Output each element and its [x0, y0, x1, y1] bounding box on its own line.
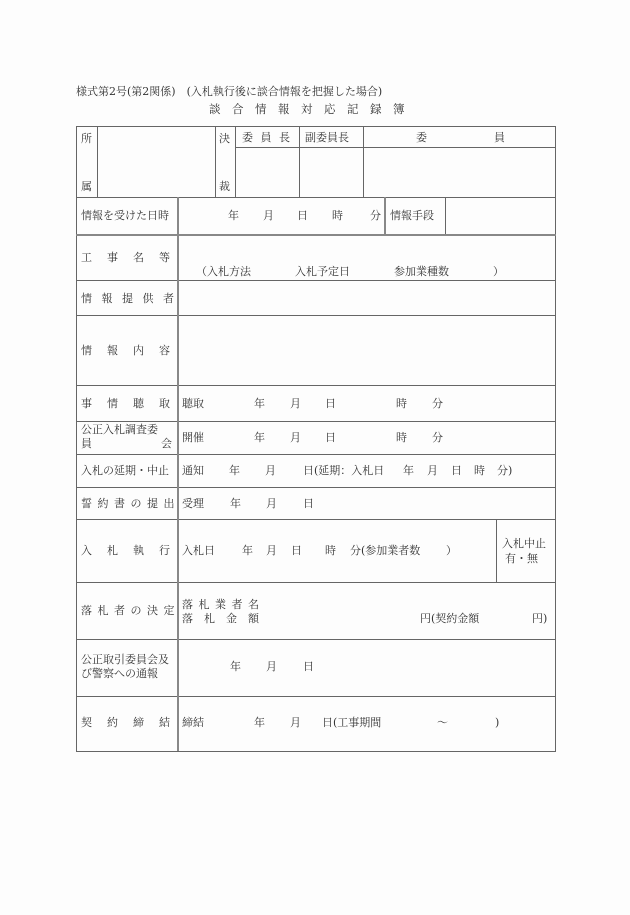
- content-field[interactable]: [179, 316, 554, 384]
- postpone-month2: 月: [427, 464, 438, 477]
- provider-label: 情 報 提 供 者: [81, 292, 177, 305]
- committee-label-line2-left: 員: [81, 437, 92, 450]
- hearing-label: 事 情 聴 取: [81, 397, 172, 410]
- winner-yen-close: 円): [532, 612, 548, 625]
- postpone-minute2: 分): [497, 464, 513, 477]
- hearing-day: 日: [325, 397, 336, 410]
- received-label: 情報を受けた日時: [81, 209, 169, 222]
- chair-header: 委 員 長: [242, 131, 292, 144]
- postpone-day-paren: 日(延期：入札日: [303, 464, 385, 477]
- bidding-year: 年: [242, 544, 253, 557]
- received-minute: 分: [370, 209, 381, 222]
- postpone-prefix: 通知: [182, 464, 204, 477]
- report-label-line2: び警察への通報: [81, 667, 158, 680]
- bidding-minute-paren: 分(参加業者数: [350, 544, 421, 557]
- postpone-hour2: 時: [474, 464, 485, 477]
- report-label-line1: 公正取引委員会及: [81, 653, 169, 666]
- postpone-label: 入札の延期・中止: [81, 464, 169, 477]
- report-month: 月: [266, 660, 277, 673]
- contract-prefix: 締結: [182, 716, 204, 729]
- chair-seal-field[interactable]: [236, 148, 298, 196]
- pledge-year: 年: [230, 497, 241, 510]
- winner-yen-paren: 円(契約金額: [420, 612, 480, 625]
- bidding-month: 月: [266, 544, 277, 557]
- dept-label-bottom: 属: [81, 180, 92, 193]
- provider-field[interactable]: [179, 281, 554, 314]
- postpone-day2: 日: [451, 464, 462, 477]
- vice-chair-seal-field[interactable]: [300, 148, 362, 196]
- committee-year: 年: [254, 431, 265, 444]
- received-month: 月: [263, 209, 274, 222]
- winner-amount-label: 落 札 金 額: [182, 612, 259, 625]
- work-detail: （入札方法 入札予定日 参加業種数 ）: [196, 265, 504, 278]
- committee-month: 月: [290, 431, 301, 444]
- winner-name-label: 落 札 業 者 名: [182, 598, 260, 611]
- form-number: 様式第2号(第2関係) (入札執行後に談合情報を把握した場合): [76, 85, 383, 98]
- bidding-close: ）: [446, 544, 457, 557]
- report-day: 日: [303, 660, 314, 673]
- contract-close: ): [495, 716, 500, 729]
- vice-chair-header: 副委員長: [305, 131, 349, 144]
- hearing-year: 年: [254, 397, 265, 410]
- hearing-minute: 分: [432, 397, 443, 410]
- bidding-label: 入 札 執 行: [81, 544, 172, 557]
- hearing-prefix: 聴取: [182, 397, 204, 410]
- committee-hour: 時: [396, 431, 407, 444]
- member-seal-field[interactable]: [364, 148, 554, 196]
- postpone-year2: 年: [403, 464, 414, 477]
- hearing-month: 月: [290, 397, 301, 410]
- bidding-day: 日: [291, 544, 302, 557]
- content-label: 情 報 内 容: [81, 344, 172, 357]
- decision-label-bottom: 裁: [219, 180, 230, 193]
- document-title: 談 合 情 報 対 応 記 録 簿: [209, 102, 405, 116]
- contract-day-paren: 日(工事期間: [322, 716, 382, 729]
- bid-cancel-label: 入札中止: [502, 537, 546, 550]
- bid-cancel-option[interactable]: 有・無: [505, 552, 538, 565]
- report-year: 年: [230, 660, 241, 673]
- dept-label-top: 所: [81, 132, 92, 145]
- winner-label: 落 札 者 の 決 定: [81, 604, 176, 617]
- work-label: 工 事 名 等: [81, 251, 172, 264]
- committee-label-line2-right: 会: [161, 437, 172, 450]
- pledge-label: 誓 約 書 の 提 出: [81, 497, 176, 510]
- work-name-field[interactable]: [179, 236, 554, 262]
- postpone-year: 年: [229, 464, 240, 477]
- pledge-month: 月: [266, 497, 277, 510]
- bidding-hour: 時: [325, 544, 336, 557]
- contract-month: 月: [290, 716, 301, 729]
- committee-day: 日: [325, 431, 336, 444]
- decision-label-top: 決: [219, 132, 230, 145]
- member-header-left: 委: [416, 131, 427, 144]
- received-hour: 時: [332, 209, 343, 222]
- bidding-prefix: 入札日: [182, 544, 215, 557]
- postpone-month: 月: [265, 464, 276, 477]
- dept-field[interactable]: [98, 127, 214, 196]
- received-year: 年: [228, 209, 239, 222]
- pledge-day: 日: [303, 497, 314, 510]
- means-label: 情報手段: [390, 209, 434, 222]
- contract-label: 契 約 締 結: [81, 716, 172, 729]
- committee-label-line1: 公正入札調査委: [81, 423, 158, 436]
- committee-minute: 分: [432, 431, 443, 444]
- hearing-hour: 時: [396, 397, 407, 410]
- committee-prefix: 開催: [182, 431, 204, 444]
- pledge-prefix: 受理: [182, 497, 204, 510]
- received-day: 日: [297, 209, 308, 222]
- contract-year: 年: [254, 716, 265, 729]
- member-header-right: 員: [494, 131, 505, 144]
- contract-tilde: ～: [437, 716, 448, 729]
- means-field[interactable]: [446, 198, 554, 233]
